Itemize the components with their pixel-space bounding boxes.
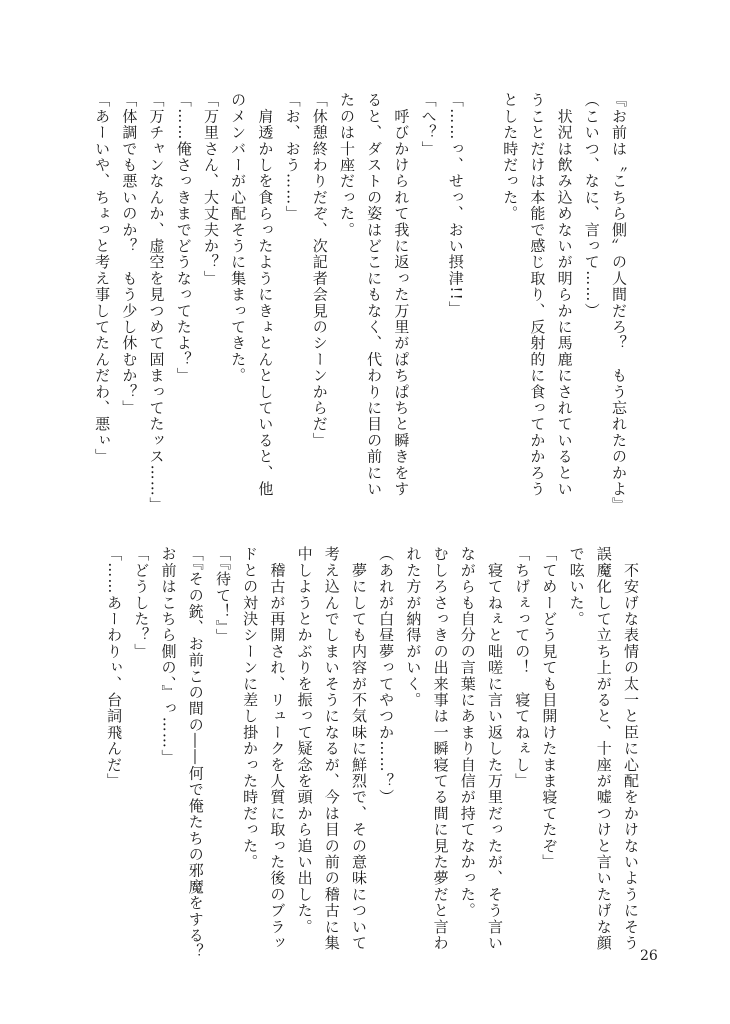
text-line: 「……あーわりぃ、台詞飛んだ」 (105, 546, 124, 789)
text-line: で呟いた。 (567, 546, 586, 627)
text-line: 「てめーどう見ても目開けたまま寝てたぞ」 (540, 546, 559, 870)
text-line: とした時だった。 (501, 92, 520, 222)
text-line: お前はこちら側の、』っ……」 (159, 546, 178, 766)
text-line: 「お、おう……」 (283, 92, 302, 222)
text-line: 寝てねぇと咄嗟に言い返した万里だったが、そう言い (485, 546, 504, 951)
text-line: （あれが白昼夢ってやつか……？） (377, 546, 396, 806)
text-line: 「どうした？」 (132, 546, 151, 660)
text-line: 夢にしても内容が不気味に鮮烈で、その意味について (349, 546, 368, 951)
text-line: 『お前は〝こちら側〟の人間だろ？ もう忘れたのかよ』 (610, 92, 628, 514)
text-line: 不安げな表情の太一と臣に心配をかけないようにそう (622, 546, 640, 951)
text-line: ながらも自分の言葉にあまり自信が持てなかった。 (458, 546, 477, 919)
text-line: 状況は飲み込めないが明らかに馬鹿にされているとい (555, 92, 574, 497)
text-line: 「『待て！』」 (213, 546, 232, 645)
text-line: 「『その銃、お前この間の――何で俺たちの邪魔をする？ (186, 546, 205, 960)
blank-line (469, 92, 496, 524)
lower-text-block (100, 546, 644, 978)
text-line: ると、ダストの姿はどこにもなく、代わりに目の前にい (365, 92, 384, 497)
text-line: 誤魔化して立ち上がると、十座が嘘つけと言いたげな顔 (594, 546, 613, 951)
text-line: 稽古が再開され、リュークを人質に取った後のブラッ (268, 546, 287, 951)
text-line: うことだけは本能で感じ取り、反射的に食ってかかろう (528, 92, 547, 497)
text-line: 中しようとかぶりを振って疑念を頭から追い出した。 (295, 546, 314, 935)
text-line: 「万チャンなんか、虚空を見つめて固まってたッス……」 (147, 92, 166, 514)
text-line: 「……俺さっきまでどうなってたよ？」 (174, 92, 193, 384)
page-number: 26 (640, 948, 658, 964)
text-line: 肩透かしを食らったようにきょとんとしていると、他 (256, 92, 275, 497)
text-line: 呼びかけられて我に返った万里がぱちぱちと瞬きをす (392, 92, 411, 497)
text-line: ドとの対決シーンに差し掛かった時だった。 (241, 546, 260, 870)
text-line: 「あーいや、ちょっと考え事してたんだわ、悪ぃ」 (93, 92, 112, 465)
text-line: れた方が納得がいく。 (404, 546, 423, 708)
text-line: たのは十座だった。 (337, 92, 356, 238)
text-line: 「休憩終わりだぞ、次記者会見のシーンからだ」 (310, 92, 329, 449)
text-line: むしろさっきの出来事は一瞬寝てる間に見た夢だと言わ (431, 546, 450, 951)
text-line: （こいつ、なに、言って……） (582, 92, 601, 319)
text-line: のメンバーが心配そうに集まってきた。 (229, 92, 248, 384)
upper-text-block (88, 92, 632, 524)
text-line: 「ちげぇっての！ 寝てねぇし」 (513, 546, 532, 789)
text-line: 「へ？」 (419, 92, 438, 157)
text-line: 「万里さん、大丈夫か？」 (201, 92, 220, 287)
text-line: 「……っ、せっ、おい摂津!!」 (446, 92, 465, 318)
text-line: 「体調でも悪いのか？ もう少し休むか？」 (120, 92, 139, 416)
text-line: 考え込んでしまいそうになるが、今は目の前の稽古に集 (322, 546, 341, 951)
